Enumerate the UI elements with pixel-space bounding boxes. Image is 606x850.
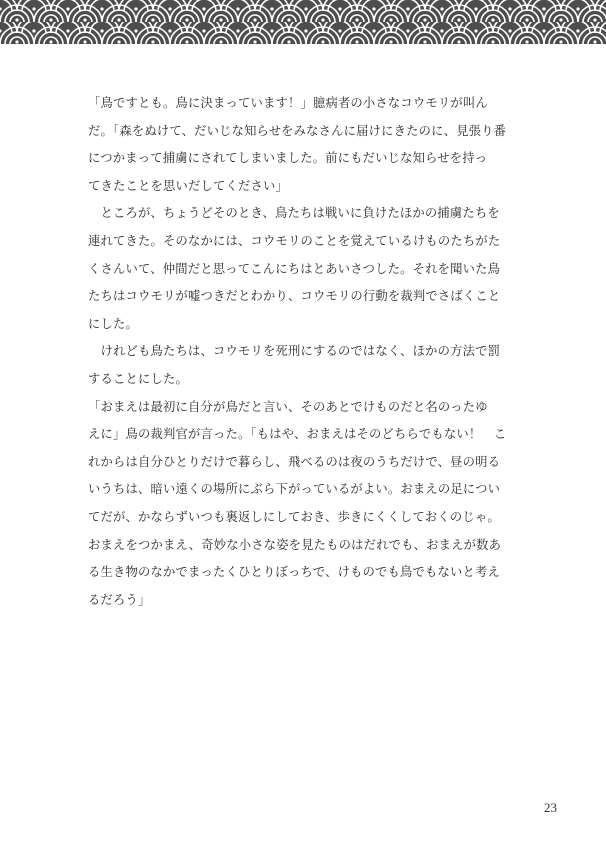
text-line: 「おまえは最初に自分が鳥だと言い、そのあとでけものだと名のったゆ	[88, 399, 488, 414]
text-line: けれども鳥たちは、コウモリを死刑にするのではなく、ほかの方法で罰	[88, 344, 501, 359]
text-line: てだが、かならずいつも裏返しにしておき、歩きにくくしておくのじゃ。	[88, 509, 500, 524]
text-line: だ。「森をぬけて、だいじな知らせをみなさんに届けにきたのに、見張り番	[88, 123, 507, 138]
text-line: 「鳥ですとも。鳥に決まっています！」臆病者の小さなコウモリが叫ん	[88, 96, 488, 110]
text-line: えに」鳥の裁判官が言った。「もはや、おまえはそのどちらでもない！ こ	[88, 427, 507, 442]
text-line: れからは自分ひとりだけで暮らし、飛べるのは夜のうちだけで、昼の明る	[88, 454, 501, 469]
story-text	[88, 90, 524, 614]
text-line: 連れてきた。そのなかには、コウモリのことを覚えているけものたちがた	[88, 233, 501, 248]
text-line: てきたことを思いだしてください」	[88, 178, 288, 193]
text-line: たちはコウモリが嘘つきだとわかり、コウモリの行動を裁判でさばくこと	[88, 289, 501, 304]
page-number: 23	[544, 800, 557, 815]
text-line: おまえをつかまえ、奇妙な小さな姿を見たものはだれでも、おまえが数あ	[88, 537, 502, 552]
text-line: することにした。	[88, 371, 188, 386]
text-line: くさんいて、仲間だと思ってこんにちはとあいさつした。それを聞いた鳥	[88, 261, 501, 276]
text-line: いうちは、暗い遠くの場所にぶら下がっているがよい。おまえの足につい	[88, 482, 501, 497]
text-line: にした。	[88, 316, 138, 331]
text-line: につかまって捕虜にされてしまいました。前にもだいじな知らせを持っ	[88, 151, 488, 166]
text-line: ところが、ちょうどそのとき、鳥たちは戦いに負けたほかの捕虜たちを	[88, 206, 500, 221]
decorative-pattern-banner	[0, 0, 606, 44]
text-line: るだろう」	[88, 592, 151, 607]
text-line: る生き物のなかでまったくひとりぼっちで、けものでも鳥でもないと考え	[88, 565, 501, 580]
